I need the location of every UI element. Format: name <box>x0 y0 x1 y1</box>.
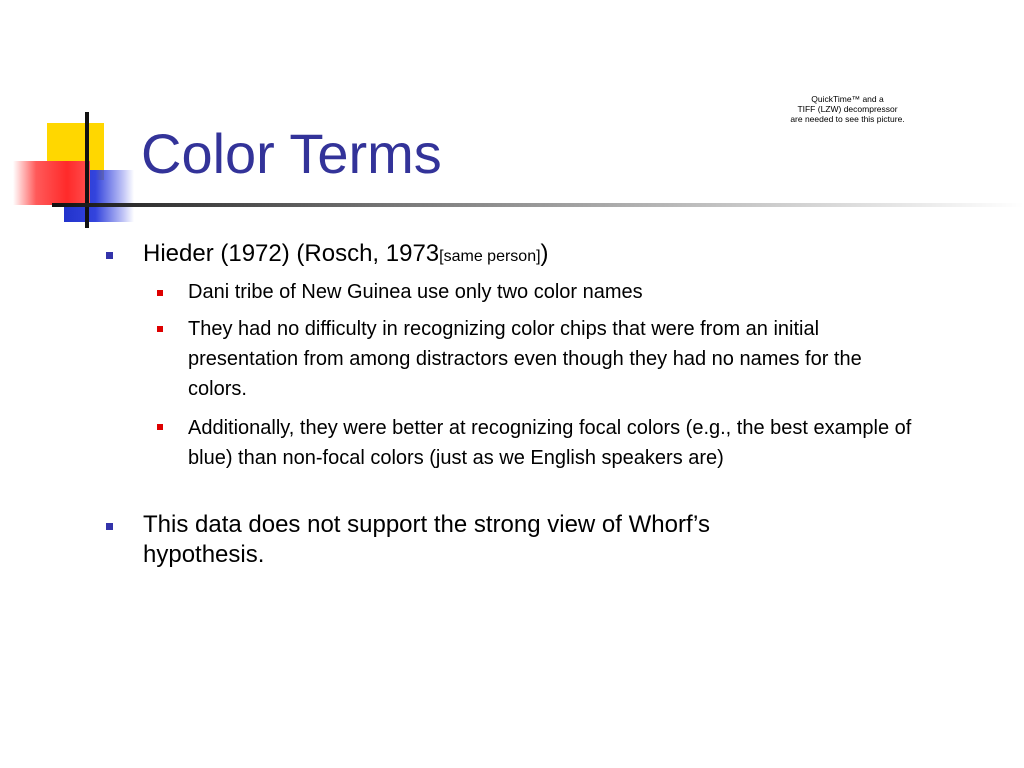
placeholder-line: TIFF (LZW) decompressor <box>797 104 898 114</box>
sub-bullet-item: Additionally, they were better at recognizing focal colors (e.g., the best example of blue) than non-focal colors (just as we English speakers are) <box>188 417 912 469</box>
sub-bullet-marker <box>157 290 163 296</box>
quicktime-placeholder <box>760 94 935 124</box>
placeholder-line: are needed to see this picture. <box>790 114 905 124</box>
bullet-item <box>143 239 923 272</box>
sub-bullet-item: They had no difficulty in recognizing color chips that were from an initial presentation from among distractors even though they had no names for the colors. <box>188 318 862 400</box>
bullet-note: [same person] <box>439 248 541 265</box>
bullet-text: Hieder (1972) (Rosch, 1973 <box>143 240 440 267</box>
bullet-marker <box>106 252 113 259</box>
bullet-marker <box>106 523 113 530</box>
bullet-item: This data does not support the strong view of Whorf’s hypothesis. <box>143 511 710 568</box>
red-square-decoration <box>13 161 90 205</box>
placeholder-line: QuickTime™ and a <box>811 94 884 104</box>
vertical-rule <box>85 112 89 228</box>
sub-bullet-item: Dani tribe of New Guinea use only two color names <box>188 281 643 303</box>
sub-bullet-marker <box>157 424 163 430</box>
bullet-text-end: ) <box>540 240 549 267</box>
slide-title: Color Terms <box>141 122 442 185</box>
sub-bullet-marker <box>157 326 163 332</box>
title-underline-rule <box>52 203 1024 207</box>
